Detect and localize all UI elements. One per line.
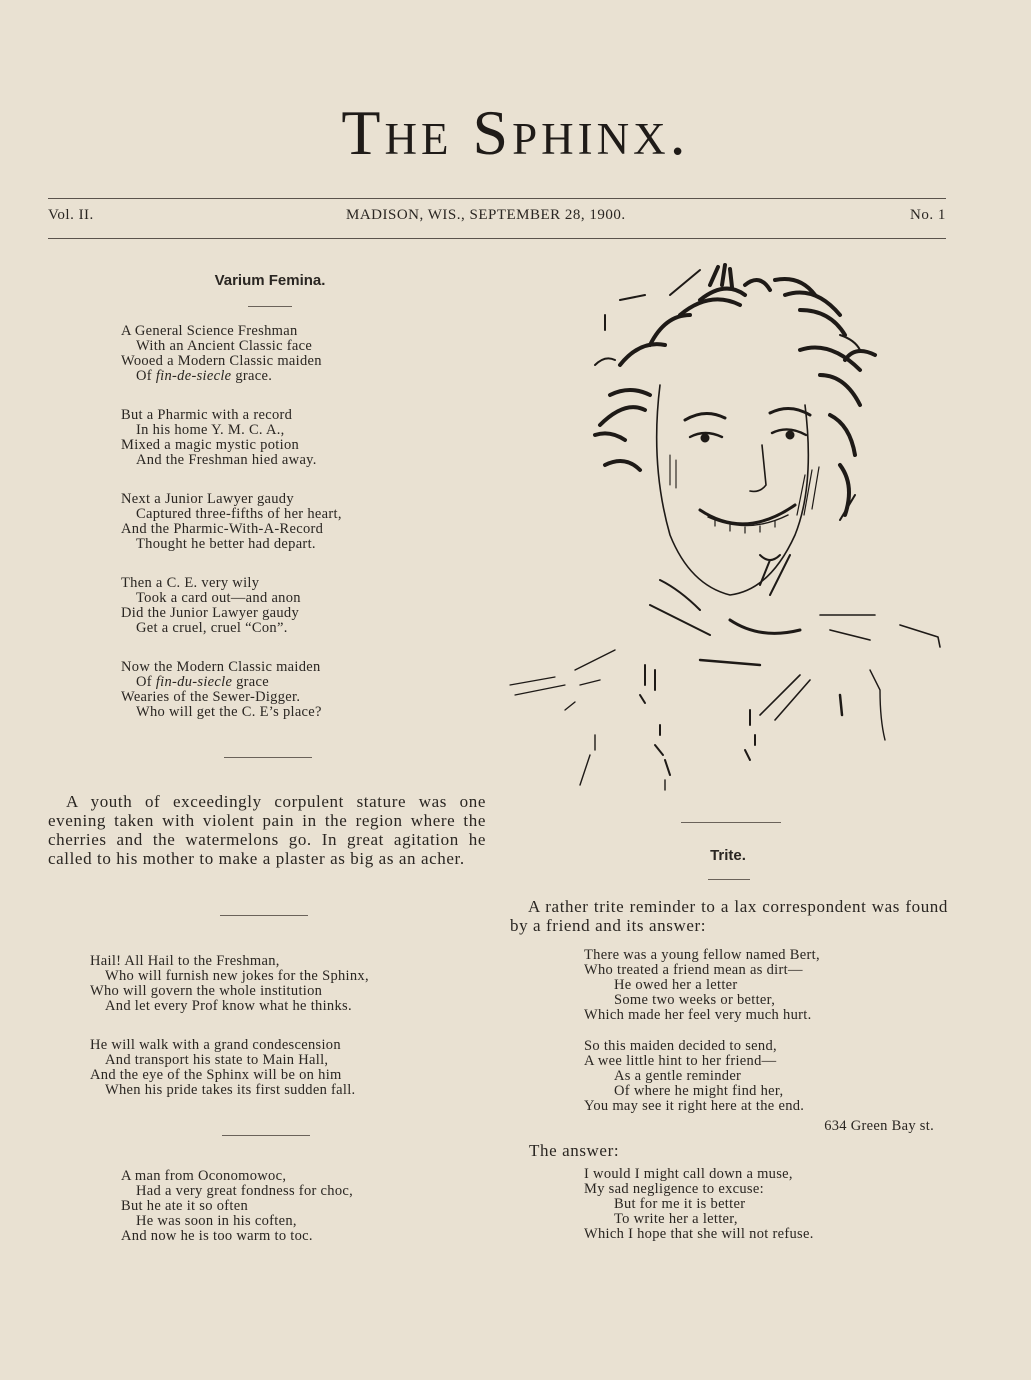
header-top-rule: [48, 198, 946, 199]
poem-line: Hail! All Hail to the Freshman,: [90, 953, 280, 969]
poem-line: My sad negligence to excuse:: [584, 1181, 764, 1197]
poem-line: A wee little hint to her friend—: [584, 1053, 777, 1069]
issue-number: No. 1: [910, 207, 946, 223]
poem-line: Then a C. E. very wily: [121, 575, 260, 591]
poem-line: Who will furnish new jokes for the Sphinx,: [105, 968, 369, 984]
place-date-line: MADISON, WIS., SEPTEMBER 28, 1900.: [346, 207, 626, 223]
poem-line: You may see it right here at the end.: [584, 1098, 805, 1114]
poem-trite: [584, 948, 944, 1114]
poem-line: Who will govern the whole institution: [90, 983, 323, 999]
poem-line: To write her a letter,: [614, 1211, 738, 1227]
poem-line: When his pride takes its first sudden fall.: [105, 1082, 356, 1098]
poem-title-varium: Varium Femina.: [214, 272, 326, 289]
poem-line: Next a Junior Lawyer gaudy: [121, 491, 294, 507]
poem-line: And now he is too warm to toc.: [121, 1228, 313, 1244]
poem-line: Get a cruel, cruel “Con”.: [136, 620, 288, 636]
poem-line: But for me it is better: [614, 1196, 746, 1212]
poem-line: And the eye of the Sphinx will be on him: [90, 1067, 342, 1083]
stanza-4: [121, 576, 421, 636]
poem-line: With an Ancient Classic face: [136, 338, 313, 354]
poem-line: And the Freshman hied away.: [136, 452, 317, 468]
poem-line: Mixed a magic mystic potion: [121, 437, 300, 453]
stanza-2: [584, 1039, 944, 1114]
poem-line: Of fin-du-siecle grace: [136, 674, 270, 690]
poem-line: And let every Prof know what he thinks.: [105, 998, 352, 1014]
poem-line: Some two weeks or better,: [614, 992, 776, 1008]
stanza-2: [121, 408, 421, 468]
title-divider: [248, 306, 292, 307]
prose-trite-intro: A rather trite reminder to a lax correspondent was found by a friend and its answer:: [510, 897, 948, 935]
poem-line: He was soon in his coften,: [136, 1213, 297, 1229]
poem-line: He will walk with a grand condescension: [90, 1037, 341, 1053]
poem-line: And transport his state to Main Hall,: [105, 1052, 329, 1068]
section-divider: [222, 1135, 310, 1136]
trite-answer-label: The answer:: [529, 1141, 620, 1160]
stanza-3: [121, 492, 421, 552]
poem-line: Now the Modern Classic maiden: [121, 659, 321, 675]
poem-line: Of where he might find her,: [614, 1083, 784, 1099]
trite-address: 634 Green Bay st.: [824, 1118, 934, 1134]
poem-line: There was a young fellow named Bert,: [584, 947, 820, 963]
title-divider: [708, 879, 750, 880]
poem-line: Thought he better had depart.: [136, 536, 316, 552]
poem-varium-femina: [121, 324, 421, 744]
poem-line: Took a card out—and anon: [136, 590, 301, 606]
poem-hail-freshman: [90, 954, 430, 1122]
poem-line: Wooed a Modern Classic maiden: [121, 353, 322, 369]
header-bottom-rule: [48, 238, 946, 239]
poem-title-trite: Trite.: [710, 847, 746, 864]
poem-line: But he ate it so often: [121, 1198, 249, 1214]
stanza-1: [121, 324, 421, 384]
poem-line: He owed her a letter: [614, 977, 738, 993]
woman-portrait-sketch-icon: [500, 255, 960, 800]
poem-line: And the Pharmic-With-A-Record: [121, 521, 324, 537]
stanza-1: [584, 948, 944, 1023]
poem-line: Who will get the C. E’s place?: [136, 704, 322, 720]
section-divider: [220, 915, 308, 916]
poem-line: Which I hope that she will not refuse.: [584, 1226, 814, 1242]
poem-line: So this maiden decided to send,: [584, 1038, 777, 1054]
poem-line: A man from Oconomowoc,: [121, 1168, 287, 1184]
section-divider: [681, 822, 781, 823]
poem-line: Wearies of the Sewer-Digger.: [121, 689, 301, 705]
poem-line: Who treated a friend mean as dirt—: [584, 962, 803, 978]
poem-line: Did the Junior Lawyer gaudy: [121, 605, 300, 621]
volume-label: Vol. II.: [48, 207, 94, 223]
section-divider: [224, 757, 312, 758]
poem-oconomowoc: [121, 1169, 421, 1244]
poem-line: Which made her feel very much hurt.: [584, 1007, 812, 1023]
stanza-2: [90, 1038, 430, 1098]
poem-line: As a gentle reminder: [614, 1068, 742, 1084]
stanza-5: [121, 660, 421, 720]
poem-line: Had a very great fondness for choc,: [136, 1183, 354, 1199]
poem-line: Captured three-fifths of her heart,: [136, 506, 342, 522]
masthead-title: The Sphinx.: [341, 97, 690, 168]
poem-line: In his home Y. M. C. A.,: [136, 422, 285, 438]
prose-corpulent-youth: A youth of exceedingly corpulent stature was one evening taken with violent pain in the region where the cherries and the watermelons go. In great agitation he called to his mother to make a plaster as big as an acher.: [48, 792, 486, 868]
poem-line: I would I might call down a muse,: [584, 1166, 793, 1182]
poem-line: But a Pharmic with a record: [121, 407, 293, 423]
poem-trite-answer: [584, 1167, 944, 1242]
stanza-1: [90, 954, 430, 1014]
poem-line: A General Science Freshman: [121, 323, 298, 339]
poem-line: Of fin-de-siecle grace.: [136, 368, 273, 384]
